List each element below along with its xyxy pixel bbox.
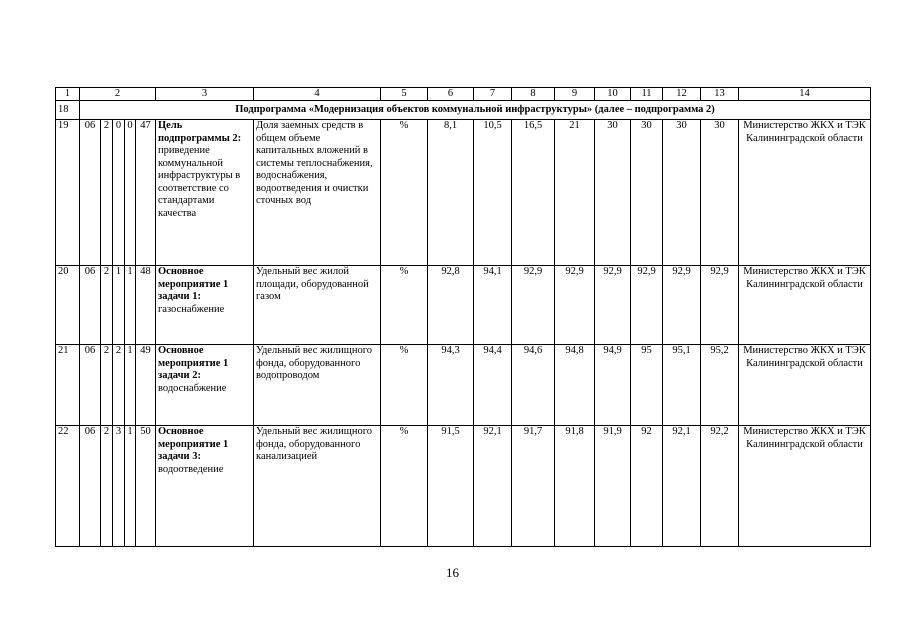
value-cell: 94,4: [474, 345, 512, 426]
value-cell: 92,2: [701, 426, 739, 547]
value-cell: 92,9: [631, 266, 663, 345]
value-cell: 94,1: [474, 266, 512, 345]
page-number: 16: [446, 565, 459, 580]
value-cell: 21: [555, 120, 595, 266]
activity-name-text: водоотведение: [158, 463, 224, 475]
unit-cell: %: [381, 120, 428, 266]
header-cell: 12: [663, 88, 701, 101]
value-cell: 92,9: [512, 266, 555, 345]
header-cell: 8: [512, 88, 555, 101]
value-cell: 94,9: [595, 345, 631, 426]
code-cell: 2: [101, 266, 113, 345]
goal-name-bold: Цель подпрограммы 2:: [158, 120, 242, 144]
executor-cell: Министерство ЖКХ и ТЭК Калининградской области: [739, 266, 871, 345]
executor-cell: Министерство ЖКХ и ТЭК Калининградской области: [739, 120, 871, 266]
activity-name-bold: Основное мероприятие 1 задачи 3:: [158, 426, 229, 462]
indicator-cell: Удельный вес жилищного фонда, оборудованного водопроводом: [254, 345, 381, 426]
code-cell: 1: [125, 266, 136, 345]
unit-cell: %: [381, 426, 428, 547]
code-cell: 06: [80, 120, 101, 266]
value-cell: 91,5: [428, 426, 474, 547]
row-number: 18: [56, 101, 80, 120]
value-cell: 91,7: [512, 426, 555, 547]
indicator-cell: Удельный вес жилищного фонда, оборудованного канализацией: [254, 426, 381, 547]
subprogram-section-row: [56, 101, 871, 120]
value-cell: 94,6: [512, 345, 555, 426]
activity-name-bold: Основное мероприятие 1 задачи 2:: [158, 345, 229, 381]
header-cell: 2: [80, 88, 156, 101]
header-cell: 5: [381, 88, 428, 101]
program-indicators-table: [55, 87, 871, 547]
value-cell: 92,9: [595, 266, 631, 345]
executor-cell: Министерство ЖКХ и ТЭК Калининградской области: [739, 345, 871, 426]
code-cell: 0: [113, 120, 125, 266]
value-cell: 92,1: [663, 426, 701, 547]
activity-name-text: газоснабжение: [158, 303, 225, 315]
subprogram-title: Подпрограмма «Модернизация объектов коммунальной инфраструктуры» (далее – подпрограмма 2): [80, 101, 871, 120]
code-cell: 2: [101, 426, 113, 547]
row-number: 22: [56, 426, 80, 547]
value-cell: 95,1: [663, 345, 701, 426]
header-cell: 9: [555, 88, 595, 101]
row-number: 20: [56, 266, 80, 345]
indicator-cell: Доля заемных средств в общем объеме капитальных вложений в системы теплоснабжения, водоснабжения, водоотведения и очистки сточных вод: [254, 120, 381, 266]
header-cell: 1: [56, 88, 80, 101]
value-cell: 92,8: [428, 266, 474, 345]
code-cell: 3: [113, 426, 125, 547]
activity-name-bold: Основное мероприятие 1 задачи 1:: [158, 266, 229, 302]
value-cell: 16,5: [512, 120, 555, 266]
unit-cell: %: [381, 266, 428, 345]
code-cell: 49: [136, 345, 156, 426]
header-cell: 4: [254, 88, 381, 101]
code-cell: 47: [136, 120, 156, 266]
goal-name-cell: [156, 120, 254, 266]
table-row: [56, 120, 871, 266]
table-row: [56, 266, 871, 345]
header-cell: 10: [595, 88, 631, 101]
value-cell: 30: [701, 120, 739, 266]
header-cell: 13: [701, 88, 739, 101]
executor-cell: Министерство ЖКХ и ТЭК Калининградской области: [739, 426, 871, 547]
code-cell: 0: [125, 120, 136, 266]
code-cell: 2: [101, 120, 113, 266]
header-cell: 7: [474, 88, 512, 101]
code-cell: 06: [80, 426, 101, 547]
code-cell: 50: [136, 426, 156, 547]
header-cell: 3: [156, 88, 254, 101]
table-row: [56, 345, 871, 426]
value-cell: 92,9: [555, 266, 595, 345]
value-cell: 91,9: [595, 426, 631, 547]
code-cell: 1: [113, 266, 125, 345]
value-cell: 95,2: [701, 345, 739, 426]
value-cell: 10,5: [474, 120, 512, 266]
value-cell: 92,9: [663, 266, 701, 345]
value-cell: 94,8: [555, 345, 595, 426]
value-cell: 91,8: [555, 426, 595, 547]
code-cell: 2: [113, 345, 125, 426]
header-cell: 11: [631, 88, 663, 101]
table-row: [56, 426, 871, 547]
value-cell: 92: [631, 426, 663, 547]
header-cell: 6: [428, 88, 474, 101]
value-cell: 92,1: [474, 426, 512, 547]
code-cell: 1: [125, 426, 136, 547]
column-number-header-row: [56, 88, 871, 101]
activity-name-cell: [156, 345, 254, 426]
value-cell: 30: [631, 120, 663, 266]
code-cell: 2: [101, 345, 113, 426]
row-number: 19: [56, 120, 80, 266]
activity-name-cell: [156, 266, 254, 345]
value-cell: 92,9: [701, 266, 739, 345]
goal-name-text: приведение коммунальной инфраструктуры в соответствие со стандартами качества: [158, 145, 241, 219]
value-cell: 94,3: [428, 345, 474, 426]
header-cell: 14: [739, 88, 871, 101]
unit-cell: %: [381, 345, 428, 426]
code-cell: 1: [125, 345, 136, 426]
code-cell: 06: [80, 266, 101, 345]
activity-name-text: водоснабжение: [158, 382, 227, 394]
code-cell: 48: [136, 266, 156, 345]
activity-name-cell: [156, 426, 254, 547]
value-cell: 30: [595, 120, 631, 266]
value-cell: 30: [663, 120, 701, 266]
code-cell: 06: [80, 345, 101, 426]
value-cell: 8,1: [428, 120, 474, 266]
indicator-cell: Удельный вес жилой площади, оборудованной газом: [254, 266, 381, 345]
row-number: 21: [56, 345, 80, 426]
value-cell: 95: [631, 345, 663, 426]
